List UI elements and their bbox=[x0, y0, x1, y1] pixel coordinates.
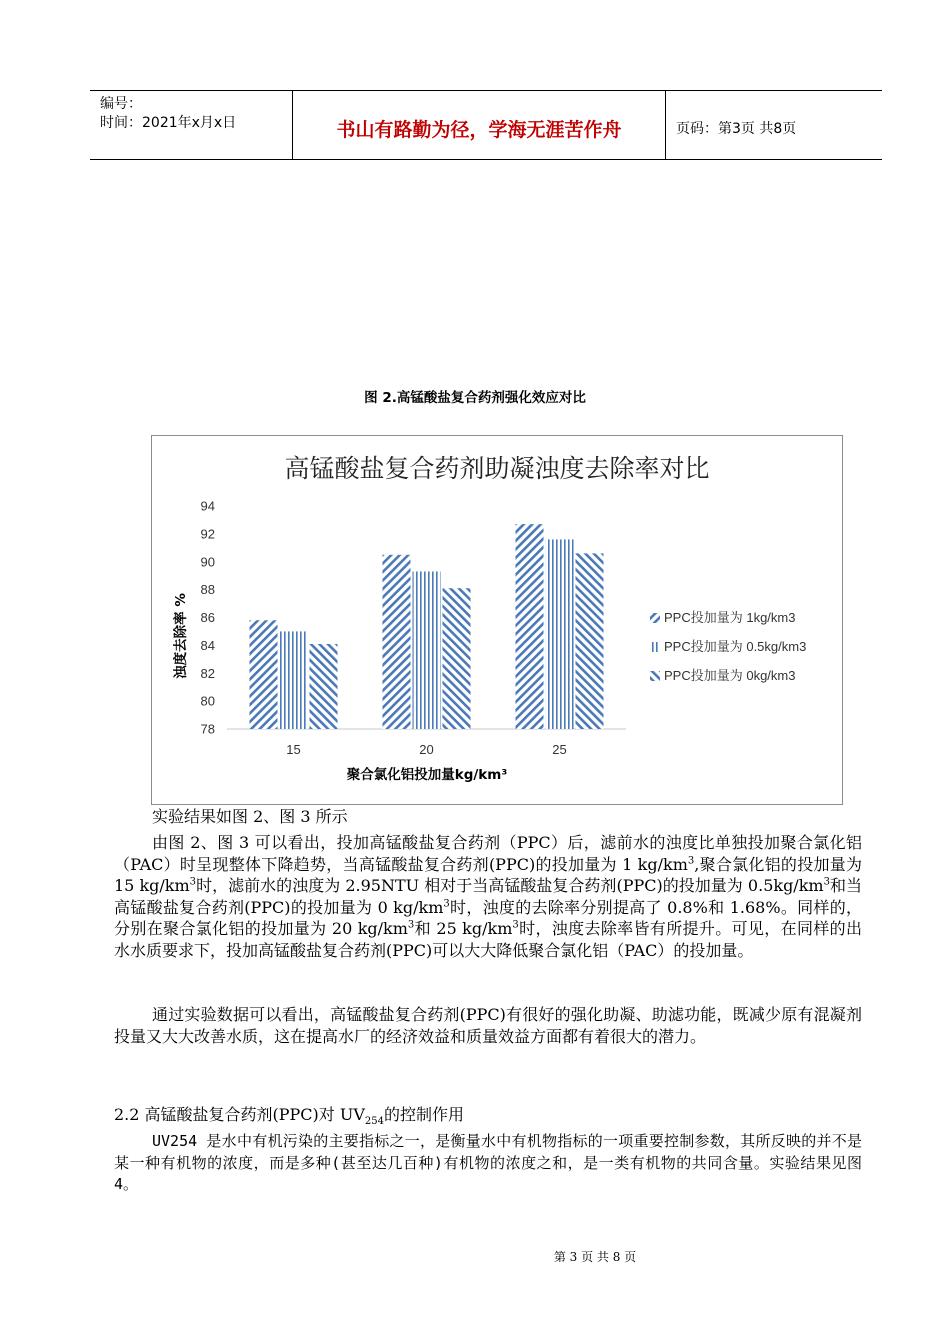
bar-15-series-2 bbox=[310, 644, 338, 729]
x-tick-label: 15 bbox=[286, 742, 301, 757]
p2-text-a: 由图 2、图 3 可以看出，投加高锰酸盐复合药剂（PPC）后，滤前水的浊度比单独投加聚合氯化铝（PAC）时呈现整体下降趋势，当高锰酸盐复合药剂(PPC)的投加量为 1 kg/km bbox=[114, 833, 862, 874]
y-tick-label: 92 bbox=[200, 526, 215, 542]
x-axis-tick-labels bbox=[286, 742, 566, 757]
section-heading-suffix: 的控制作用 bbox=[384, 1105, 465, 1124]
header-motto: 书山有路勤为径，学海无涯苦作舟 bbox=[336, 119, 622, 141]
y-tick-label: 80 bbox=[200, 693, 215, 709]
legend-label-0: PPC投加量为 1kg/km3 bbox=[664, 610, 796, 625]
bar-chart bbox=[152, 436, 842, 804]
bar-20-series-1 bbox=[413, 572, 441, 729]
y-tick-label: 88 bbox=[200, 582, 215, 598]
p2-text-c: 时，滤前水的浊度为 2.95NTU 相对于当高锰酸盐复合药剂(PPC)的投加量为 0.5kg/km bbox=[196, 876, 824, 896]
y-tick-label: 84 bbox=[200, 637, 215, 653]
y-tick-label: 86 bbox=[200, 610, 215, 625]
y-axis-tick-labels bbox=[201, 499, 215, 737]
figure-caption: 图 2.高锰酸盐复合药剂强化效应对比 bbox=[364, 390, 586, 406]
footer-page-number: 第 3 页 共 8 页 bbox=[553, 1250, 637, 1264]
header-page-cell bbox=[666, 91, 882, 159]
y-tick-label: 90 bbox=[200, 554, 215, 570]
p2-sup-1: 3 bbox=[687, 855, 695, 867]
header-meta-cell bbox=[90, 91, 293, 159]
p2-sup-5: 3 bbox=[407, 920, 415, 932]
document-number-label: 编号： bbox=[100, 96, 142, 112]
section-heading-2-2 bbox=[114, 1104, 464, 1126]
p2-sup-3: 3 bbox=[823, 876, 830, 888]
document-time-label: 时间：2021年x月x日 bbox=[100, 115, 237, 131]
chart-frame bbox=[151, 435, 843, 805]
y-tick-label: 82 bbox=[200, 665, 215, 681]
paragraph-results-intro: 实验结果如图 2、图 3 所示 bbox=[152, 807, 348, 826]
y-axis-title: 浊度去除率 % bbox=[173, 593, 189, 679]
bar-20-series-0 bbox=[383, 555, 411, 729]
legend-label-2: PPC投加量为 0kg/km3 bbox=[664, 668, 796, 683]
chart-title: 高锰酸盐复合药剂助凝浊度去除率对比 bbox=[284, 454, 710, 483]
x-axis-title: 聚合氯化铝投加量kg/km³ bbox=[346, 767, 508, 783]
legend-swatch-0 bbox=[650, 613, 660, 623]
section-heading-subscript: 254 bbox=[364, 1116, 385, 1128]
legend-swatch-2 bbox=[650, 671, 660, 681]
paragraph-uv254: UV254 是水中有机污染的主要指标之一，是衡量水中有机物指标的一项重要控制参数，其所反映的并不是某一种有机物的浓度，而是多种(甚至达几百种)有机物的浓度之和，是一类有机物的共同含量。实验结果见图 4。 bbox=[114, 1132, 862, 1194]
page-footer bbox=[0, 1248, 950, 1265]
chart-legend bbox=[650, 610, 806, 683]
bar-25-series-0 bbox=[516, 524, 544, 729]
p2-text-g: 时，浊度去除率皆有所提升。可见，在同样的出水水质要求下，投加高锰酸盐复合药剂(PPC)可以大大降低聚合氯化铝（PAC）的投加量。 bbox=[114, 919, 862, 960]
legend-swatch-1 bbox=[650, 642, 660, 652]
p2-text-b: ,聚合氯化铝的投加量为 15 kg/km bbox=[114, 854, 862, 896]
p2-text-f: 和 25 kg/km bbox=[414, 919, 513, 939]
paragraph-conclusion: 通过实验数据可以看出，高锰酸盐复合药剂(PPC)有很好的强化助凝、助滤功能，既减少原有混凝剂投量又大大改善水质，这在提高水厂的经济效益和质量效益方面都有着很大的潜力。 bbox=[114, 1005, 862, 1046]
x-tick-label: 20 bbox=[419, 742, 434, 757]
paragraph-results-analysis bbox=[114, 832, 862, 962]
p2-sup-6: 3 bbox=[512, 920, 519, 932]
bar-15-series-1 bbox=[280, 631, 308, 729]
x-tick-label: 25 bbox=[552, 742, 567, 757]
bar-20-series-2 bbox=[443, 588, 471, 729]
section-heading-prefix: 2.2 高锰酸盐复合药剂(PPC)对 UV bbox=[114, 1105, 365, 1124]
p2-text-e: 时，浊度的去除率分别提高了 0.8%和 1.68%。同样的，分别在聚合氯化铝的投加量为 20 kg/km bbox=[114, 897, 862, 939]
p2-sup-4: 3 bbox=[443, 898, 450, 910]
bar-25-series-2 bbox=[576, 553, 604, 729]
document-header bbox=[90, 90, 882, 160]
header-page-label: 页码：第3页 共8页 bbox=[676, 121, 797, 137]
header-motto-cell bbox=[293, 91, 666, 159]
bar-15-series-0 bbox=[250, 620, 278, 729]
p2-sup-2: 3 bbox=[189, 876, 197, 888]
legend-label-1: PPC投加量为 0.5kg/km3 bbox=[664, 639, 807, 654]
p2-text-d: 和当高锰酸盐复合药剂(PPC)的投加量为 0 kg/km bbox=[114, 876, 862, 917]
bar-25-series-1 bbox=[546, 539, 574, 729]
bar-series-group bbox=[250, 524, 604, 729]
y-tick-label: 94 bbox=[200, 498, 215, 514]
y-tick-label: 78 bbox=[200, 721, 215, 737]
